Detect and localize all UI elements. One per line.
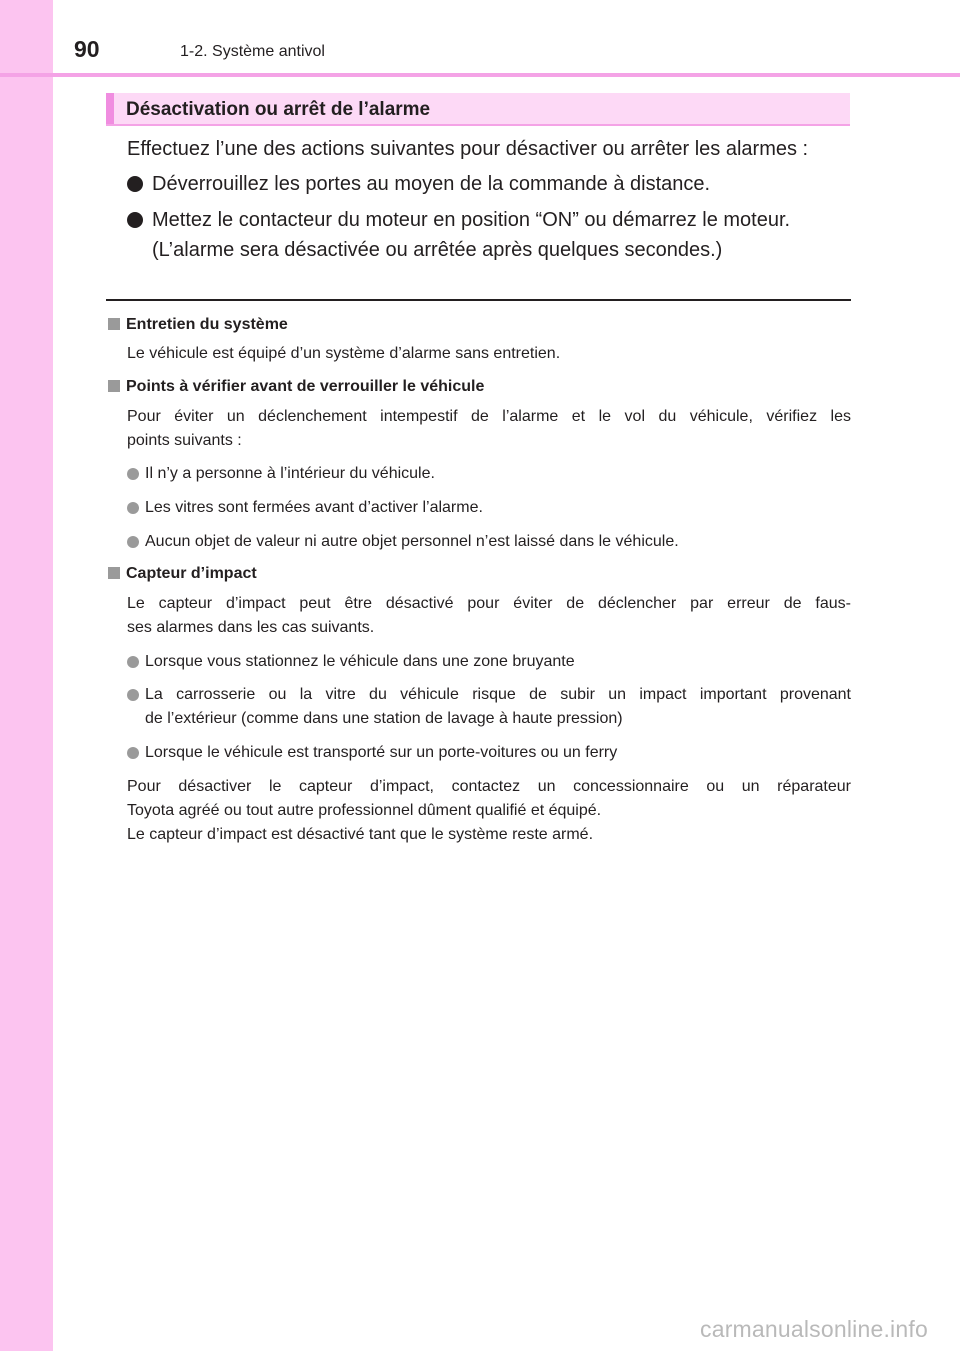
note-heading-impact [108, 565, 257, 583]
bullet-text: Déverrouillez les portes au moyen de la commande à distance. [152, 173, 711, 195]
note-heading-maintenance [108, 316, 288, 334]
paragraph-line: points suivants : [127, 432, 242, 449]
list-item-text: Lorsque le véhicule est transporté sur un porte-voitures ou un ferry [145, 744, 618, 761]
bullet-icon [127, 536, 139, 548]
paragraph-line: Le véhicule est équipé d’un système d’alarme sans entretien. [127, 345, 561, 362]
list-item [127, 741, 851, 765]
bullet-icon [127, 502, 139, 514]
bullet-icon [127, 656, 139, 668]
list-item-text: Aucun objet de valeur ni autre objet personnel n’est laissé dans le véhicule. [145, 533, 679, 550]
square-bullet-icon [108, 567, 120, 579]
left-margin-band [0, 0, 53, 1351]
list-item-text: Les vitres sont fermées avant d’activer l’alarme. [145, 499, 483, 516]
chapter-title: 1-2. Système antivol [180, 43, 325, 60]
list-item-line: de l’extérieur (comme dans une station de lavage à haute pression) [145, 710, 623, 727]
paragraph-line: Toyota agréé ou tout autre professionnel dûment qualifié et équipé. [127, 802, 602, 819]
square-bullet-icon [108, 318, 120, 330]
section-header-accent [106, 93, 114, 124]
list-item [127, 530, 851, 554]
note-heading-checks [108, 378, 484, 396]
header-rule [0, 73, 960, 77]
note-paragraph [127, 592, 851, 640]
list-item [127, 683, 851, 731]
list-item-line: La carrosserie ou la vitre du véhicule risque de subir un impact important provenant [145, 686, 851, 703]
square-bullet-icon [108, 380, 120, 392]
paragraph-line: Pour désactiver le capteur d’impact, contactez un concessionnaire ou un réparateur [127, 778, 851, 795]
bullet-text-line: (L’alarme sera désactivée ou arrêtée après quelques secondes.) [152, 239, 723, 261]
list-item [127, 462, 851, 486]
note-paragraph [127, 405, 851, 453]
list-item [127, 496, 851, 520]
page-number: 90 [74, 36, 100, 62]
note-heading-text: Entretien du système [126, 316, 288, 333]
section-divider [106, 299, 851, 301]
bullet-text-line: Mettez le contacteur du moteur en position “ON” ou démarrez le moteur. [152, 209, 791, 231]
bullet-icon [127, 176, 143, 192]
section-intro: Effectuez l’une des actions suivantes pour désactiver ou arrêter les alarmes : [127, 138, 809, 160]
bullet-item [127, 169, 710, 199]
paragraph-line: Le capteur d’impact peut être désactivé pour éviter de déclencher par erreur de faus- [127, 595, 851, 612]
bullet-icon [127, 747, 139, 759]
note-heading-text: Points à vérifier avant de verrouiller le véhicule [126, 378, 485, 395]
bullet-icon [127, 689, 139, 701]
bullet-icon [127, 468, 139, 480]
bullet-icon [127, 212, 143, 228]
bullet-item [127, 205, 790, 265]
list-item-text [145, 683, 851, 731]
note-paragraph [127, 342, 851, 366]
section-header [106, 93, 850, 126]
list-item [127, 650, 851, 674]
list-item-text: Il n’y a personne à l’intérieur du véhicule. [145, 465, 435, 482]
watermark: carmanualsonline.info [700, 1316, 928, 1342]
paragraph-line: Pour éviter un déclenchement intempestif de l’alarme et le vol du véhicule, vérifiez les [127, 408, 851, 425]
list-item-text: Lorsque vous stationnez le véhicule dans une zone bruyante [145, 653, 575, 670]
note-heading-text: Capteur d’impact [126, 565, 257, 582]
paragraph-line: ses alarmes dans les cas suivants. [127, 619, 375, 636]
closing-paragraph [127, 775, 851, 847]
section-title: Désactivation ou arrêt de l’alarme [126, 99, 431, 120]
paragraph-line: Le capteur d’impact est désactivé tant que le système reste armé. [127, 826, 594, 843]
